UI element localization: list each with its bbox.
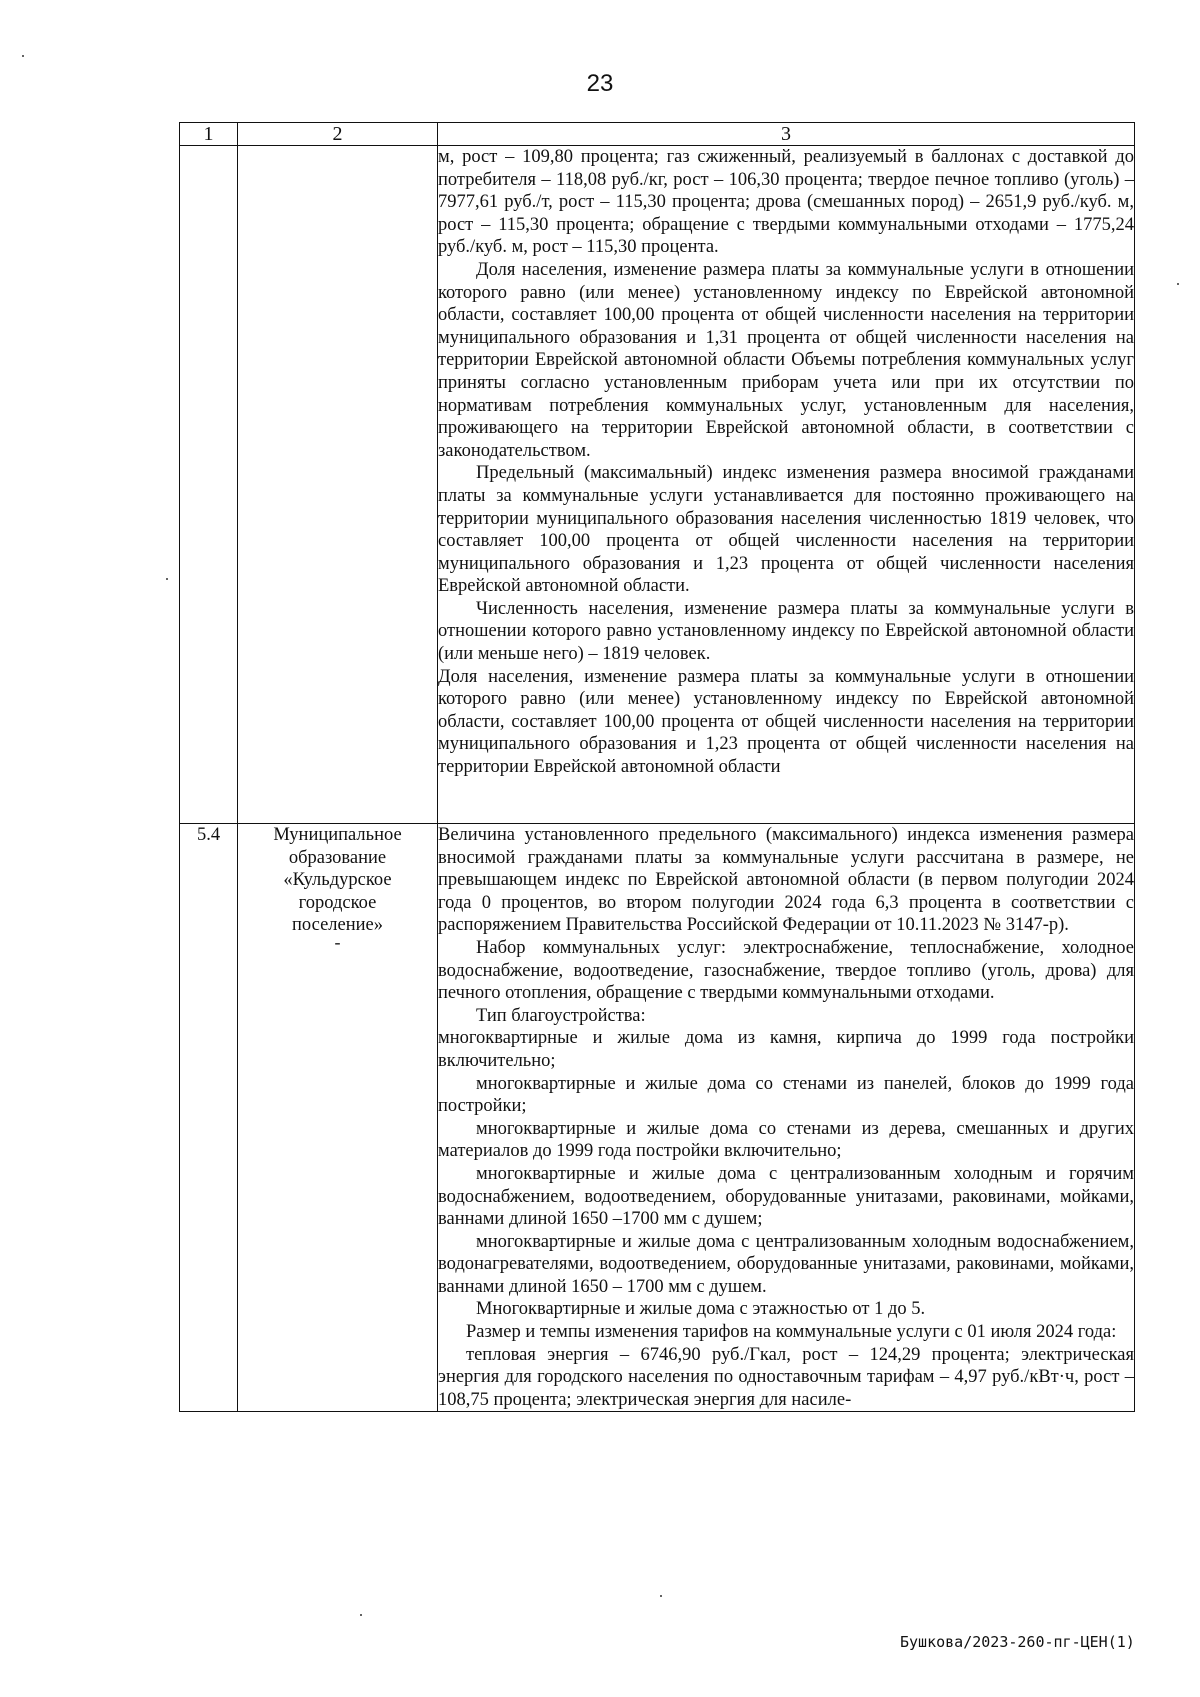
table-header-row (180, 123, 1135, 146)
municipality-name: Муниципальное образование «Кульдурское городское поселение» (273, 825, 402, 936)
paragraph: многоквартирные и жилые дома со стенами из панелей, блоков до 1999 года постройки; (438, 1073, 1134, 1117)
document-table (179, 122, 1135, 1412)
row-number-cell: 5.4 (180, 824, 238, 1412)
paragraph: многоквартирные и жилые дома с централизованным холодным водоснабжением, водонагревателями, водоотведением, оборудованные унитазами, раковинами, мойками, ваннами длиной 1650 – 1700 мм с душем. (438, 1231, 1134, 1297)
scan-speck (660, 1595, 662, 1597)
paragraph: м, рост – 109,80 процента; газ сжиженный, реализуемый в баллонах с доставкой до потребителя – 118,08 руб./кг, рост – 106,30 процента; твердое печное топливо (уголь) – 7977,61 руб./т, рост – 115,30 процента; дрова (смешанных пород) – 2651,9 руб./куб. м, рост – 115,30 процента; обращение с твердыми коммунальными отходами – 1775,24 руб./куб. м, рост – 115,30 процента. (438, 147, 1134, 258)
paragraph: многоквартирные и жилые дома с централизованным холодным и горячим водоснабжением, водоотведением, оборудованные унитазами, раковинами, мойками, ваннами длиной 1650 –1700 мм с душем; (438, 1163, 1134, 1230)
column-header-3: 3 (438, 123, 1135, 146)
scan-speck (22, 55, 24, 57)
paragraph: многоквартирные и жилые дома из камня, кирпича до 1999 года постройки включительно; (438, 1028, 1134, 1071)
scan-speck (1177, 283, 1179, 285)
row-number-cell (180, 146, 238, 824)
row-name-cell (238, 824, 438, 1412)
paragraph: Предельный (максимальный) индекс изменения размера вносимой гражданами платы за коммунальные услуги устанавливается для постоянно проживающего на территории муниципального образования населения численностью 1819 человек, что составляет 100,00 процента от общей численности населения на территории муниципального образования и 1,23 процента от общей численности населения Еврейской автономной области. (438, 463, 1134, 597)
paragraph: многоквартирные и жилые дома со стенами из дерева, смешанных и других материалов до 1999 года постройки включительно; (438, 1118, 1134, 1162)
paragraph: Тип благоустройства: (476, 1005, 646, 1026)
scan-speck (166, 578, 168, 580)
paragraph: Доля населения, изменение размера платы за коммунальные услуги в отношении которого равно (или менее) установленному индексу по Еврейской автономной области, составляет 100,00 процента от общей численности населения на территории муниципального образования и 1,23 процента от общей численности населения на территории Еврейской автономной области (438, 666, 1134, 778)
table-row-5-4 (180, 824, 1135, 1412)
page-number: 23 (586, 70, 614, 97)
document-reference: Бушкова/2023-260-пг-ЦЕН(1) (900, 1633, 1135, 1651)
paragraph: Многоквартирные и жилые дома с этажностью от 1 до 5. (476, 1299, 926, 1320)
paragraph: Набор коммунальных услуг: электроснабжение, теплоснабжение, холодное водоснабжение, водоотведение, газоснабжение, твердое топливо (уголь, дрова) для печного отопления, обращение с твердыми коммунальными отходами. (438, 937, 1134, 1004)
dash-mark: - (334, 931, 341, 952)
column-header-2: 2 (238, 123, 438, 146)
paragraph: Численность населения, изменение размера платы за коммунальные услуги в отношении которого равно установленному индексу по Еврейской автономной области (или меньше него) – 1819 человек. (438, 598, 1134, 665)
scan-speck (360, 1614, 362, 1616)
paragraph: Доля населения, изменение размера платы за коммунальные услуги в отношении которого равно (или менее) установленному индексу по Еврейской автономной области, составляет 100,00 процента от общей численности населения на территории муниципального образования и 1,31 процента от общей численности населения на территории Еврейской автономной области Объемы потребления коммунальных услуг приняты согласно установленным приборам учета или при их отсутствии по нормативам потребления коммунальных услуг, установленным для населения, проживающего на территории Еврейской автономной области, в соответствии с законодательством. (438, 259, 1134, 461)
column-header-1: 1 (180, 123, 238, 146)
table-row-continued (180, 146, 1135, 824)
row-description-cell (438, 824, 1135, 1412)
paragraph: Размер и темпы изменения тарифов на коммунальные услуги с 01 июля 2024 года: (466, 1322, 1117, 1343)
paragraph: Величина установленного предельного (максимального) индекса изменения размера вносимой гражданами платы за коммунальные услуги рассчитана в размере, не превышающем индекс по Еврейской автономной области (в первом полугодии 2024 года 0 процентов, во втором полугодии 2024 года 6,3 процента в соответствии с распоряжением Правительства Российской Федерации от 10.11.2023 № 3147-р). (438, 825, 1134, 936)
row-name-cell (238, 146, 438, 824)
row-description-cell (438, 146, 1135, 824)
paragraph: тепловая энергия – 6746,90 руб./Гкал, рост – 124,29 процента; электрическая энергия для городского населения по одноставочным тарифам – 4,97 руб./кВт·ч, рост – 108,75 процента; электрическая энергия для насиле- (438, 1344, 1134, 1410)
